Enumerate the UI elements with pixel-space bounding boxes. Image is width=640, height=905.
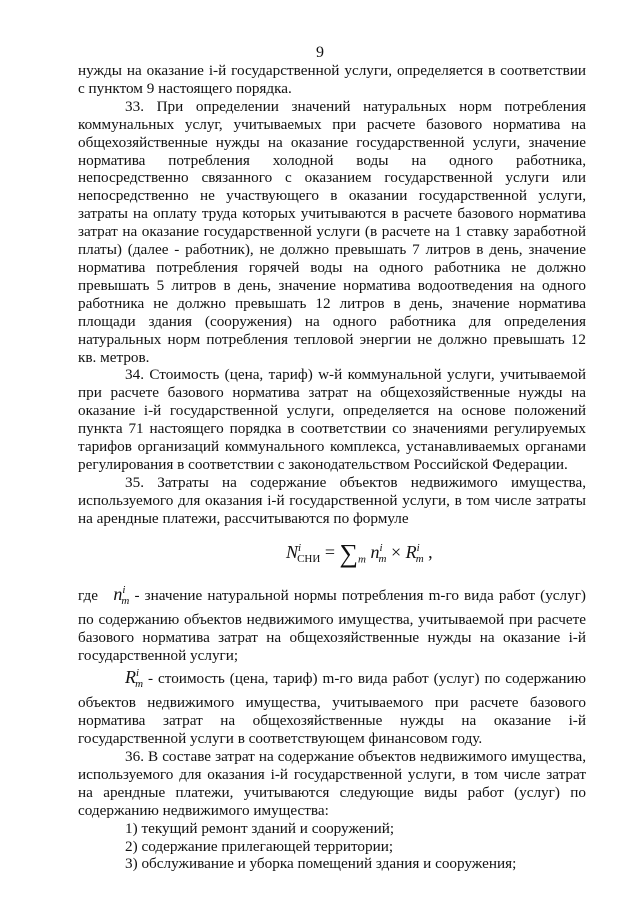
where-word: где <box>78 586 98 604</box>
symbol-rm: $R^i_m$ <box>125 666 144 691</box>
formula-lhs-sup: i <box>298 541 302 554</box>
paragraph-36: 36. В составе затрат на содержание объектов недвижимого имущества, используемого для оказания i-й государственной услуги, в том числе затрат на арендные платежи, учитываются следующие виды работ (услуг) по содержанию недвижимого имущества: <box>78 748 586 819</box>
formula <box>286 536 433 572</box>
formula-r-sub: m <box>415 553 424 566</box>
formula-r-sup: i <box>416 541 420 554</box>
formula-n-sub: m <box>378 553 387 566</box>
formula-lhs: N <box>286 541 299 562</box>
paragraph-35: 35. Затраты на содержание объектов недвижимого имущества, используемого для оказания i-й государственной услуги, в том числе затраты на арендные платежи, рассчитываются по формуле <box>78 473 586 527</box>
definition-rm-text: - стоимость (цена, тариф) m-го вида работ (услуг) по содержанию объектов недвижимого имущества, учитываемого при расчете базового норматива затрат на общехозяйственные нужды на оказание i-й государственной услуги в соответствующем финансовом году. <box>78 669 586 748</box>
formula-trail: , <box>428 541 433 562</box>
paragraph-33: 33. При определении значений натуральных норм потребления коммунальных услуг, учитываемых при расчете базового норматива на общехозяйственные нужды на оказание государственной услуги, значение норматива потребления холодной воды на одного работника, непосредственно связанного с оказанием государственной услуги или непосредственно не участвующего в оказании государственной услуги, затраты на оплату труда которых учитываются в расчете базового норматива затрат на оказание государственной услуги (в расчете на 1 ставку заработной платы) (далее - работник), не должно превышать 7 литров в день, значение норматива потребления горячей воды на одного работника не должно превышать 5 литров в день, значение норматива водоотведения на одного работника не должно превышать 12 литров в день, значение норматива площади здания (сооружения) на одного работника для определения натуральных норм потребления тепловой энергии не должно превышать 12 кв. метров. <box>78 97 586 366</box>
formula-times: × <box>390 541 402 562</box>
paragraph-continuation: нужды на оказание i-й государственной услуги, определяется в соответствии с пунктом 9 настоящего порядка. <box>78 62 586 97</box>
page-number: 9 <box>316 44 324 61</box>
list-item-1: 1) текущий ремонт зданий и сооружений; <box>125 819 395 837</box>
sum-sub: m <box>358 553 366 566</box>
document-body <box>78 62 586 873</box>
formula-lhs-sub: СНИ <box>297 553 321 566</box>
sum-sign: ∑ <box>339 538 359 568</box>
symbol-nm: $n^i_m$ <box>113 583 130 608</box>
formula-r: R <box>405 541 417 562</box>
list-item-2: 2) содержание прилегающей территории; <box>125 837 394 855</box>
definition-nm-text: - значение натуральной нормы потребления m-го вида работ (услуг) по содержанию объектов недвижимого имущества, учитываемой при расчете базового норматива затрат на общехозяйственные нужды на оказание i-й государственной услуги; <box>78 586 586 664</box>
formula-n: n <box>370 541 380 562</box>
paragraph-34: 34. Стоимость (цена, тариф) w-й коммунальной услуги, учитываемой при расчете базового норматива затрат на общехозяйственные нужды на оказание i-й государственной услуги, определяется на основе положений пункта 71 настоящего порядка в соответствии со значениями регулируемых тарифов организаций коммунального комплекса, устанавливаемых органами регулирования в соответствии с законодательством Российской Федерации. <box>78 366 586 473</box>
formula-block <box>78 528 586 582</box>
list-item-3: 3) обслуживание и уборка помещений здания и сооружения; <box>125 855 517 873</box>
definition-rm <box>78 665 586 748</box>
definition-nm <box>78 582 586 665</box>
formula-n-sup: i <box>379 541 383 554</box>
formula-equals: = <box>324 541 335 562</box>
